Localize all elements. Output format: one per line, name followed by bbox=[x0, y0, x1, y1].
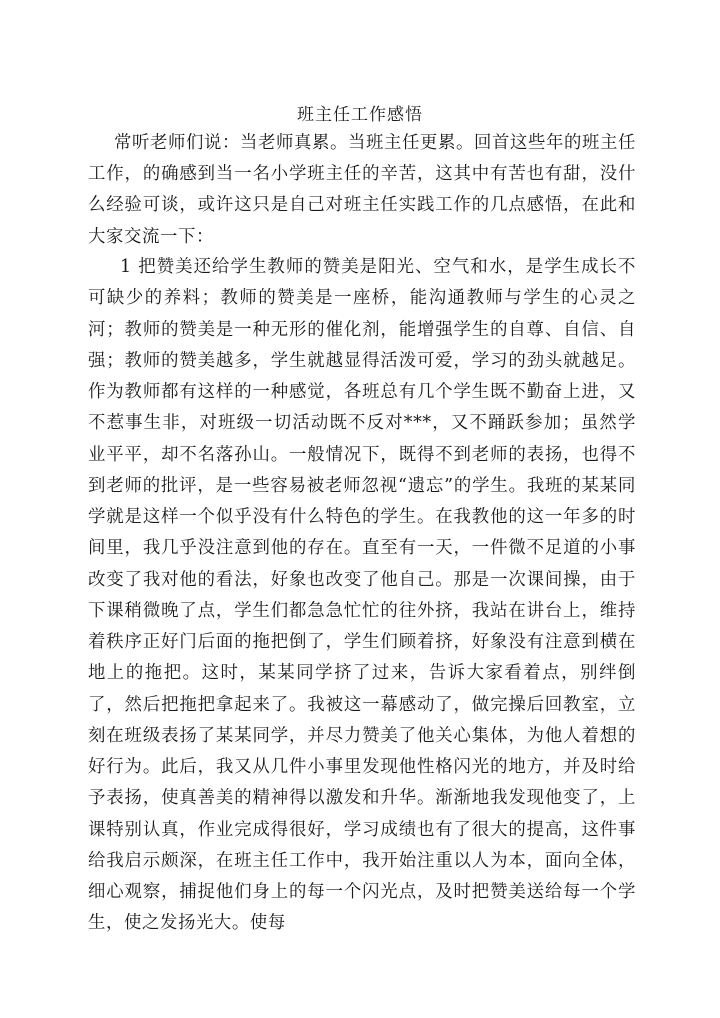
intro-paragraph: 常听老师们说：当老师真累。当班主任更累。回首这些年的班主任工作，的确感到当一名小学班主任的辛苦，这其中有苦也有甜，没什么经验可谈，或许这只是自己对班主任实践工作的几点感悟，在此和大家交流一下： bbox=[88, 133, 636, 247]
body-paragraph-praise: 1 把赞美还给学生教师的赞美是阳光、空气和水，是学生成长不可缺少的养料；教师的赞美是一座桥，能沟通教师与学生的心灵之河；教师的赞美是一种无形的催化剂，能增强学生的自尊、自信、自强；教师的赞美越多，学生就越显得活泼可爱，学习的劲头就越足。作为教师都有这样的一种感觉，各班总有几个学生既不勤奋上进，又不惹事生非，对班级一切活动既不反对***，又不踊跃参加；虽然学业平平，却不名落孙山。一般情况下，既得不到老师的表扬，也得不到老师的批评，是一些容易被老师忽视“遗忘”的学生。我班的某某同学就是这样一个似乎没有什么特色的学生。在我教他的这一年多的时间里，我几乎没注意到他的存在。直至有一天，一件微不足道的小事改变了我对他的看法，好象也改变了他自己。那是一次课间操，由于下课稍微晚了点，学生们都急急忙忙的往外挤，我站在讲台上，维持着秩序正好门后面的拖把倒了，学生们顾着挤，好象没有注意到横在地上的拖把。这时，某某同学挤了过来，告诉大家看着点，别绊倒了，然后把拖把拿起来了。我被这一幕感动了，做完操后回教室，立刻在班级表扬了某某同学，并尽力赞美了他关心集体，为他人着想的好行为。此后，我又从几件小事里发现他性格闪光的地方，并及时给予表扬，使真善美的精神得以激发和升华。渐渐地我发现他变了，上课特别认真，作业完成得很好，学习成绩也有了很大的提高，这件事给我启示颇深，在班主任工作中，我开始注重以人为本，面向全体，细心观察，捕捉他们身上的每一个闪光点，及时把赞美送给每一个学生，使之发扬光大。使每 bbox=[88, 257, 636, 934]
document-title: 班主任工作感悟 bbox=[297, 105, 423, 125]
